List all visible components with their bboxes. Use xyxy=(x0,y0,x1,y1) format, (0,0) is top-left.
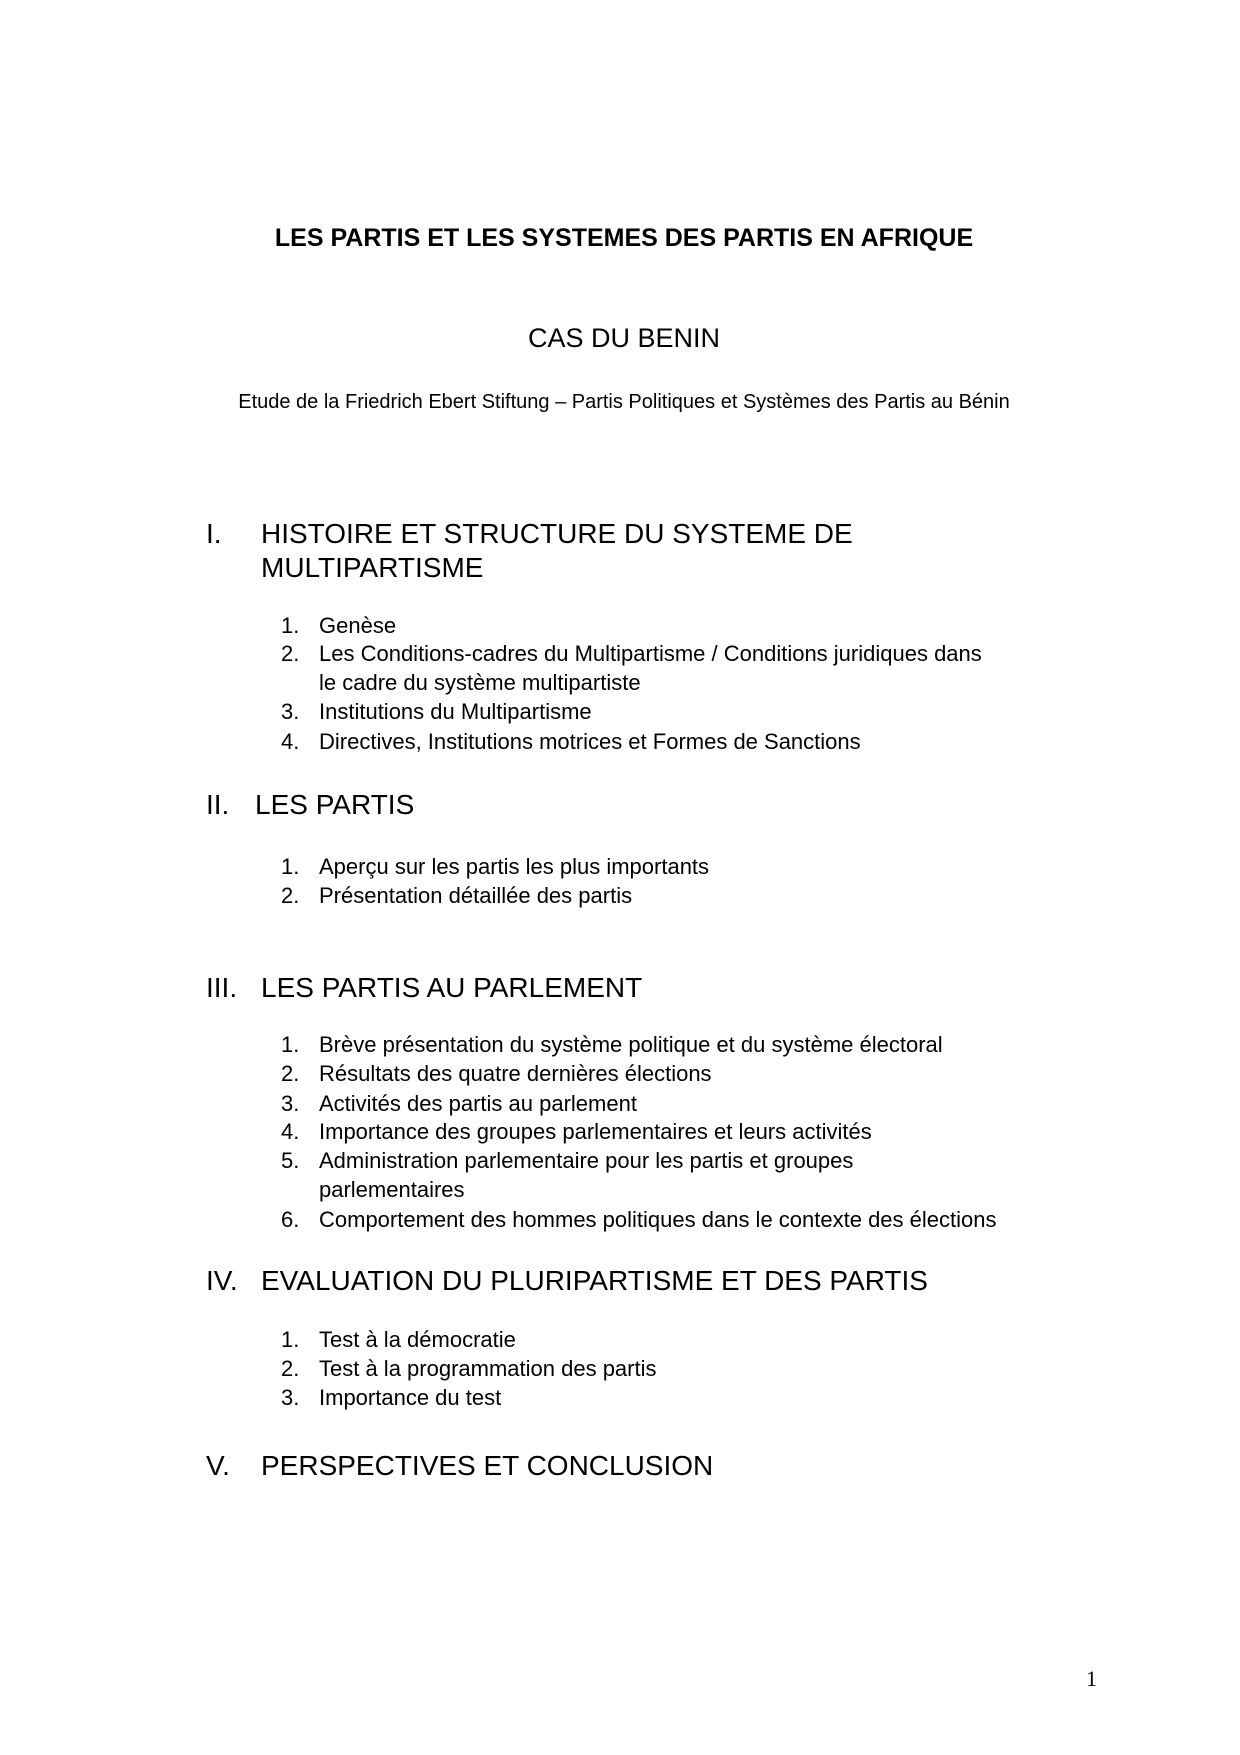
page-number: 1 xyxy=(1086,1666,1097,1691)
item-number: 3. xyxy=(281,1091,300,1116)
item-number: 1. xyxy=(281,613,300,638)
toc-item: Activités des partis au parlement xyxy=(319,1091,637,1116)
section-title: LES PARTIS xyxy=(255,789,415,820)
toc-item: Importance des groupes parlementaires et leurs activités xyxy=(319,1119,872,1144)
section-number: IV. xyxy=(206,1265,238,1296)
section-number: III. xyxy=(206,972,238,1003)
item-number: 2. xyxy=(281,641,300,666)
item-number: 2. xyxy=(281,1061,300,1086)
item-number: 4. xyxy=(281,729,300,754)
document-subtitle: CAS DU BENIN xyxy=(527,323,721,353)
toc-item: Présentation détaillée des partis xyxy=(319,883,633,908)
section-title: PERSPECTIVES ET CONCLUSION xyxy=(261,1450,714,1481)
toc-item: Résultats des quatre dernières élections xyxy=(319,1061,712,1086)
item-number: 3. xyxy=(281,699,300,724)
section-title: LES PARTIS AU PARLEMENT xyxy=(261,972,643,1003)
toc-item: Brève présentation du système politique et du système électoral xyxy=(319,1032,943,1057)
study-reference: Etude de la Friedrich Ebert Stiftung – Partis Politiques et Systèmes des Partis au Bénin xyxy=(238,391,1010,413)
toc-item: Comportement des hommes politiques dans le contexte des élections xyxy=(319,1207,997,1232)
item-number: 1. xyxy=(281,1032,300,1057)
section-title: HISTOIRE ET STRUCTURE DU SYSTEME DE xyxy=(261,518,853,549)
item-number: 6. xyxy=(281,1207,300,1232)
toc-item: le cadre du système multipartiste xyxy=(319,670,641,695)
toc-item: Directives, Institutions motrices et Formes de Sanctions xyxy=(319,729,861,754)
toc-item: Institutions du Multipartisme xyxy=(319,699,592,724)
section-title: MULTIPARTISME xyxy=(261,552,484,583)
toc-item: Importance du test xyxy=(319,1385,502,1410)
item-number: 4. xyxy=(281,1119,300,1144)
item-number: 2. xyxy=(281,883,300,908)
item-number: 3. xyxy=(281,1385,300,1410)
toc-item: Genèse xyxy=(319,613,397,638)
toc-item: Administration parlementaire pour les partis et groupes xyxy=(319,1148,854,1173)
item-number: 2. xyxy=(281,1356,300,1381)
section-number: I. xyxy=(206,518,222,549)
document-title: LES PARTIS ET LES SYSTEMES DES PARTIS EN AFRIQUE xyxy=(274,224,974,252)
section-number: II. xyxy=(206,789,230,820)
item-number: 1. xyxy=(281,854,300,879)
toc-item: Les Conditions-cadres du Multipartisme / Conditions juridiques dans xyxy=(319,641,982,666)
toc-item: Test à la programmation des partis xyxy=(319,1356,657,1381)
item-number: 5. xyxy=(281,1148,300,1173)
toc-item: parlementaires xyxy=(319,1177,465,1202)
item-number: 1. xyxy=(281,1327,300,1352)
toc-item: Aperçu sur les partis les plus importants xyxy=(319,854,710,879)
section-title: EVALUATION DU PLURIPARTISME ET DES PARTIS xyxy=(261,1265,928,1296)
toc-item: Test à la démocratie xyxy=(319,1327,516,1352)
section-number: V. xyxy=(206,1450,230,1481)
